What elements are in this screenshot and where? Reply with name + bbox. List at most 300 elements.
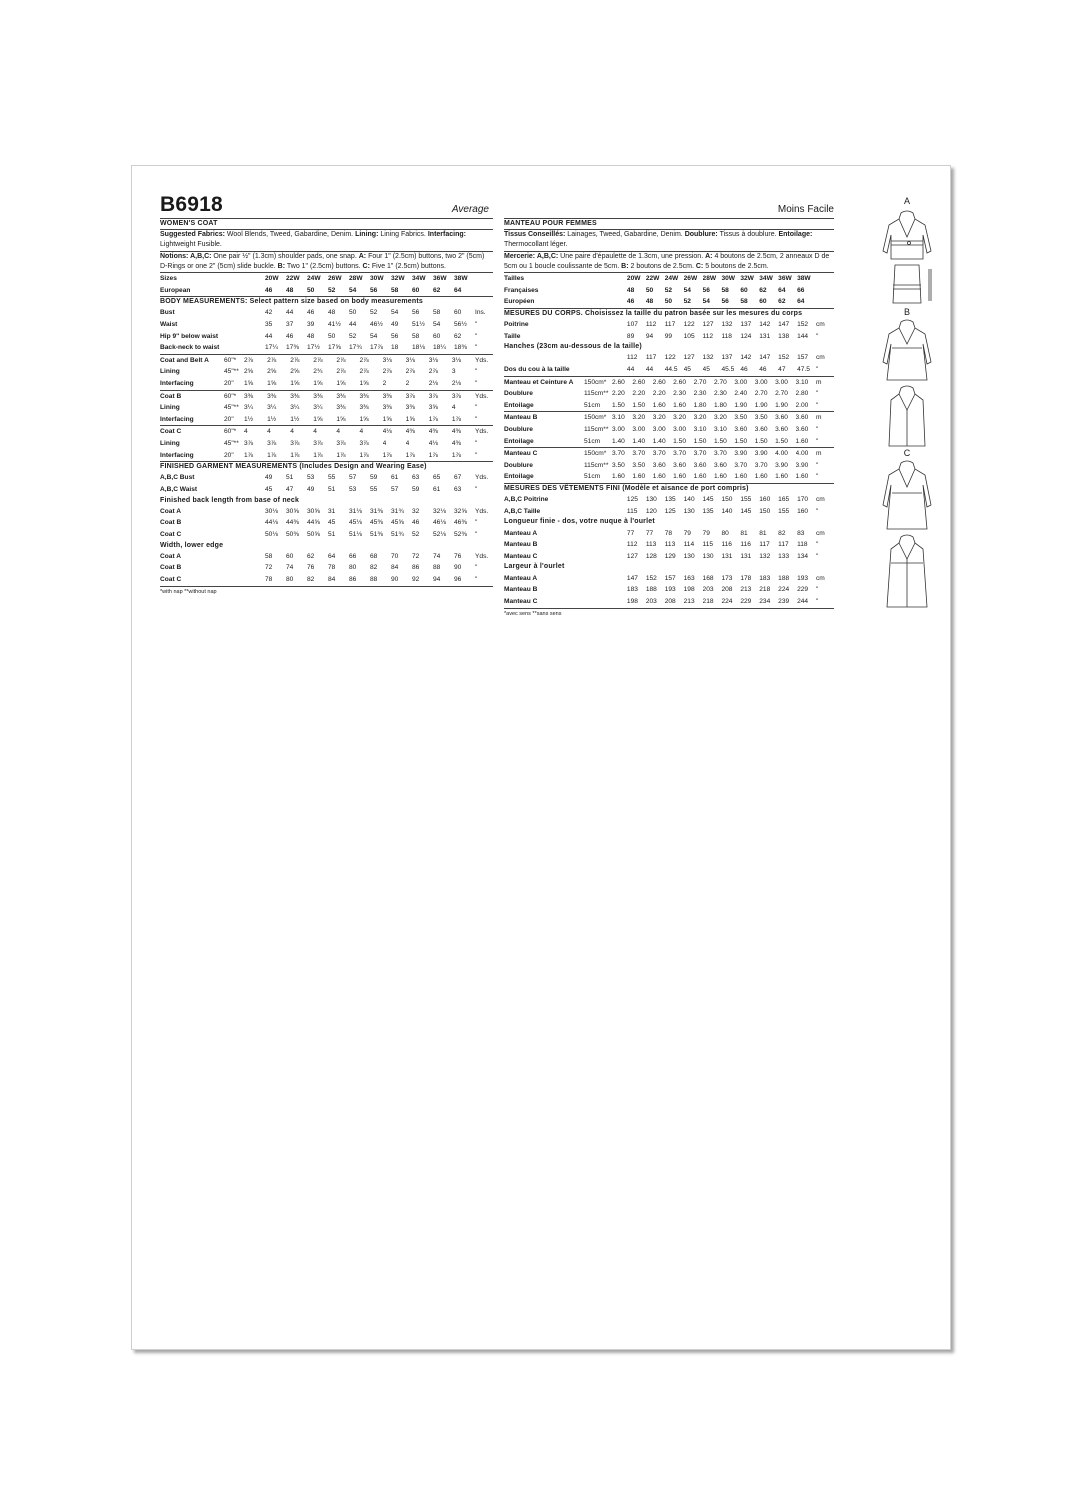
table-cell <box>608 331 627 343</box>
table-cell: 63 <box>412 474 420 482</box>
table-cell: 67 <box>454 474 462 482</box>
english-column <box>160 166 493 598</box>
table-cell: 56 <box>721 298 729 306</box>
table-cell: 58 <box>740 298 748 306</box>
table-cell: 3⅞ <box>336 439 346 447</box>
table-row <box>504 584 834 596</box>
table-cell: Manteau C <box>504 450 538 458</box>
table-cell: 60 <box>433 332 441 340</box>
table-cell: 142 <box>759 321 771 328</box>
table-cell: 213 <box>740 586 752 594</box>
table-row <box>504 506 834 518</box>
table-cell: 3.60 <box>693 461 707 469</box>
table-cell: 31⅛ <box>349 507 362 515</box>
table-cell: 224 <box>721 597 733 605</box>
table-cell: 112 <box>626 541 638 549</box>
yardage-a-table-fr <box>504 377 834 412</box>
table-cell: 58 <box>391 286 399 294</box>
table-cell: 132 <box>702 354 714 362</box>
table-cell: 35 <box>265 321 273 328</box>
finished-measurements-heading: FINISHED GARMENT MEASUREMENTS (Includes Design and Wearing Ease) <box>160 463 427 471</box>
table-cell: 82 <box>307 575 315 583</box>
table-cell: 132 <box>759 552 771 560</box>
table-cell <box>504 352 608 364</box>
title-section <box>160 218 493 229</box>
table-cell <box>608 506 627 518</box>
notions-c-text: Five 1" (2.5cm) buttons. <box>371 262 446 270</box>
table-cell: 138 <box>778 332 790 340</box>
table-cell: Coat C <box>160 530 182 538</box>
table-cell: " <box>816 401 819 409</box>
table-cell: 80 <box>721 529 729 537</box>
table-cell: 170 <box>797 496 809 504</box>
table-cell: 160 <box>759 496 771 504</box>
table-row <box>160 319 493 331</box>
table-cell: 3.50 <box>754 414 768 422</box>
table-cell: 107 <box>626 321 638 328</box>
table-cell <box>608 551 627 563</box>
table-cell: 128 <box>645 552 657 560</box>
table-cell: 208 <box>664 597 676 605</box>
table-cell: 130 <box>702 552 714 560</box>
table-cell: 131 <box>721 552 733 560</box>
table-cell: 3⅛ <box>428 356 438 364</box>
table-cell: 135 <box>702 507 714 515</box>
table-cell: 45⅛ <box>349 519 362 527</box>
table-row <box>504 364 834 376</box>
notions-c-label: C: <box>362 262 370 270</box>
table-cell: 62 <box>433 286 441 294</box>
table-cell: 1.60 <box>632 473 646 481</box>
table-cell: 72 <box>412 552 420 560</box>
finished-measurements-table-fr <box>504 494 834 517</box>
table-cell: 1⅞ <box>428 451 438 459</box>
table-cell: 3⅜ <box>359 404 369 412</box>
table-cell: 1⅞ <box>336 451 346 459</box>
width-heading: Width, lower edge <box>160 541 224 549</box>
table-cell: 99 <box>664 332 673 340</box>
hip-heading-fr: Hanches (23cm au-dessous de la taille) <box>504 343 642 351</box>
notions-label-fr: Mercerie: A,B,C: <box>504 252 559 260</box>
table-cell: Manteau A <box>504 529 538 537</box>
table-cell: " <box>475 332 478 340</box>
table-cell: 150cm* <box>584 378 607 386</box>
table-cell: 47.5 <box>797 365 810 373</box>
table-cell: 3.90 <box>775 461 788 469</box>
table-cell: 2⅞ <box>336 368 346 376</box>
table-cell: 125 <box>664 507 676 515</box>
table-cell <box>816 285 834 297</box>
table-cell: 124 <box>740 332 752 340</box>
table-cell: 4 <box>336 428 341 436</box>
table-cell: 2⅝ <box>290 368 300 376</box>
table-cell: 49 <box>307 485 315 493</box>
table-cell: 78 <box>328 564 336 572</box>
table-cell: 3⅜ <box>359 392 369 400</box>
table-cell: 183 <box>759 574 771 582</box>
table-cell: 3.00 <box>612 425 625 433</box>
table-cell: Entoilage <box>504 401 534 409</box>
table-row <box>504 573 834 585</box>
table-cell: 4⅛ <box>382 428 392 436</box>
table-cell <box>608 494 627 506</box>
table-cell: 3⅜ <box>405 404 415 412</box>
table-cell: 30⅛ <box>265 507 278 515</box>
table-cell: " <box>475 451 478 459</box>
table-cell: 118 <box>721 332 732 340</box>
table-cell: 173 <box>721 574 733 582</box>
table-cell: 38W <box>797 275 811 283</box>
table-cell <box>608 528 627 540</box>
table-cell: 140 <box>721 507 733 515</box>
table-cell: 57 <box>349 474 357 482</box>
table-cell: 3.60 <box>795 425 809 433</box>
fabrics-section-fr <box>504 229 834 250</box>
table-cell: 163 <box>683 574 695 582</box>
table-cell: 24W <box>664 275 679 283</box>
table-cell: 147 <box>759 354 771 362</box>
table-cell: Manteau C <box>504 552 538 560</box>
yardage-c-table <box>160 426 493 461</box>
table-cell: Doublure <box>504 461 533 469</box>
table-row <box>160 450 493 462</box>
table-cell: 2.60 <box>673 378 687 386</box>
table-cell: 36W <box>778 275 792 283</box>
table-row <box>160 438 493 450</box>
notions-section-fr <box>504 251 834 272</box>
table-cell <box>608 296 627 308</box>
table-cell: 90 <box>454 564 462 572</box>
table-cell: 78 <box>265 575 273 583</box>
table-cell <box>244 307 265 319</box>
table-cell: " <box>475 404 478 412</box>
table-cell: 54 <box>433 321 441 328</box>
table-cell: 17½ <box>307 344 320 352</box>
table-cell: 90 <box>391 575 399 583</box>
table-cell: 1⅞ <box>313 451 323 459</box>
table-cell: Waist <box>160 321 178 328</box>
table-cell: 1.50 <box>734 437 748 445</box>
table-cell: 3⅛ <box>405 356 415 364</box>
table-cell: 64 <box>328 552 336 560</box>
table-row <box>160 331 493 343</box>
table-row <box>504 400 834 412</box>
table-cell: 130 <box>683 552 695 560</box>
table-cell: 77 <box>645 529 654 537</box>
skill-level-fr: Moins Facile <box>777 204 834 215</box>
table-cell: 3.20 <box>713 414 727 422</box>
table-cell: Coat C <box>160 575 182 583</box>
table-cell: 1.50 <box>754 437 768 445</box>
body-measurements-section <box>160 296 493 354</box>
table-cell: 114 <box>683 541 695 549</box>
table-cell: 1.80 <box>693 401 707 409</box>
table-cell: 2⅞ <box>244 356 254 364</box>
table-row <box>160 551 493 563</box>
table-cell: 31⅜ <box>370 507 383 515</box>
body-measurements-table <box>160 307 493 353</box>
table-cell: 62 <box>759 286 767 294</box>
table-cell: 135 <box>664 496 676 504</box>
table-cell: 1.60 <box>713 473 727 481</box>
table-cell: 44 <box>286 309 294 317</box>
table-cell <box>244 529 265 541</box>
table-row <box>160 506 493 518</box>
table-row <box>504 436 834 448</box>
table-cell <box>608 573 627 585</box>
table-cell: " <box>475 519 478 527</box>
table-cell: 63 <box>454 485 462 493</box>
table-cell: 28W <box>349 275 363 283</box>
table-cell: 32⅛ <box>433 507 446 515</box>
table-cell: Coat B <box>160 392 182 400</box>
table-cell: 4 <box>405 439 410 447</box>
table-cell: 60 <box>412 286 420 294</box>
table-cell: " <box>475 485 478 493</box>
table-cell: 2 <box>382 379 387 387</box>
sizes-table-fr <box>504 273 834 308</box>
table-cell: Coat A <box>160 507 182 515</box>
table-cell: 79 <box>702 529 710 537</box>
table-cell: 3.10 <box>693 425 707 433</box>
table-cell: Coat B <box>160 519 182 527</box>
coat-b-illustration <box>877 318 937 448</box>
table-cell: 2⅞ <box>405 368 415 376</box>
table-cell: 81 <box>740 529 748 537</box>
table-cell: A,B,C Waist <box>160 485 198 493</box>
view-letter-c: C <box>903 448 911 458</box>
table-row <box>160 307 493 319</box>
table-cell: 2⅛ <box>451 379 462 387</box>
table-cell: 140 <box>683 496 695 504</box>
table-cell: 105 <box>683 332 695 340</box>
table-cell: 3⅜ <box>382 392 392 400</box>
table-cell: 30⅝ <box>307 507 320 515</box>
table-cell: 178 <box>740 574 752 582</box>
table-cell: 45⅜ <box>370 519 383 527</box>
table-cell: 26W <box>328 275 342 283</box>
table-cell: Yds. <box>475 552 489 560</box>
table-cell: 1⅝ <box>336 415 346 423</box>
table-cell: Coat B <box>160 564 182 572</box>
table-row <box>160 414 493 426</box>
table-cell: 60 <box>286 552 294 560</box>
table-cell: 53 <box>307 474 315 482</box>
table-cell: 131 <box>759 332 771 340</box>
table-cell: 82 <box>370 564 378 572</box>
table-cell: 46½ <box>370 321 383 328</box>
table-cell: 3.50 <box>612 461 625 469</box>
table-row <box>160 402 493 414</box>
table-cell: 52 <box>370 309 378 317</box>
table-cell: 51cm <box>584 401 601 409</box>
table-cell: 1.60 <box>795 473 809 481</box>
view-letter-a: A <box>903 196 910 206</box>
table-cell: 58 <box>721 286 729 294</box>
garment-title: WOMEN'S COAT <box>160 220 218 227</box>
table-cell: 122 <box>664 354 676 362</box>
finished-measurements-table <box>160 472 493 495</box>
back-length-table <box>160 506 493 541</box>
table-cell: Doublure <box>504 425 533 433</box>
table-cell: 54 <box>683 286 691 294</box>
table-cell: Lining <box>160 404 180 412</box>
table-cell: 2.80 <box>795 390 809 398</box>
table-cell: 54 <box>391 309 399 317</box>
table-cell: 3⅞ <box>359 439 369 447</box>
table-cell: 51 <box>328 530 336 538</box>
table-cell: 152 <box>797 321 809 328</box>
table-cell: 1.90 <box>734 401 748 409</box>
body-measurements-table-fr <box>504 319 834 342</box>
table-cell: 183 <box>626 586 638 594</box>
table-cell: 50⅛ <box>265 530 278 538</box>
table-cell <box>244 506 265 518</box>
table-cell: 3.00 <box>734 378 748 386</box>
table-cell: 31¾ <box>391 507 404 515</box>
table-cell: Lining <box>160 368 180 376</box>
back-length-heading-fr: Longueur finie - dos, votre nuque à l'ourlet <box>504 518 655 526</box>
notions-a-label-fr: A: <box>705 252 713 260</box>
table-cell <box>244 562 265 574</box>
table-cell: 3¼ <box>290 404 300 412</box>
lining-label-fr: Doublure: <box>684 231 718 239</box>
table-cell: 3.00 <box>673 425 687 433</box>
table-cell: 44 <box>626 365 635 373</box>
table-cell: 76 <box>307 564 315 572</box>
table-cell: Entoilage <box>504 437 534 445</box>
table-cell: 129 <box>664 552 676 560</box>
table-cell: 3¼ <box>313 404 323 412</box>
table-row <box>504 285 834 297</box>
table-cell: 3.70 <box>632 450 646 458</box>
sizes-section <box>160 272 493 296</box>
table-cell: 198 <box>683 586 695 594</box>
table-cell: 4 <box>451 404 456 412</box>
table-cell: 145 <box>702 496 714 504</box>
table-cell: 131 <box>740 552 752 560</box>
table-cell: Yds. <box>475 356 489 364</box>
table-cell <box>608 539 627 551</box>
yardage-a-table <box>160 355 493 390</box>
table-cell: Yds. <box>475 507 489 515</box>
table-cell: 2¾ <box>313 368 323 376</box>
table-cell: Interfacing <box>160 451 194 459</box>
table-cell: 4 <box>382 439 387 447</box>
table-cell <box>244 285 265 297</box>
table-cell: Back-neck to waist <box>160 344 220 352</box>
table-cell <box>816 273 834 285</box>
title-section-fr <box>504 218 834 229</box>
table-cell: cm <box>816 354 825 362</box>
table-cell: 144 <box>797 332 809 340</box>
table-row <box>504 377 834 389</box>
table-cell: 74 <box>286 564 294 572</box>
table-cell: 3 <box>451 368 456 376</box>
yardage-b-section-fr <box>504 411 834 447</box>
table-cell: 150cm* <box>584 450 607 458</box>
table-cell: 3⅞ <box>405 392 415 400</box>
table-cell: 18⅛ <box>412 344 425 352</box>
french-column <box>504 166 834 619</box>
table-cell: 50⅝ <box>307 530 320 538</box>
table-cell: 86 <box>349 575 357 583</box>
table-cell: 118 <box>797 541 808 549</box>
table-cell: 78 <box>664 529 673 537</box>
table-cell: 3.60 <box>795 414 809 422</box>
table-cell: 160 <box>797 507 809 515</box>
table-cell: 48 <box>286 286 294 294</box>
table-cell <box>608 584 627 596</box>
table-cell: 64 <box>454 286 462 294</box>
table-cell: 4⅜ <box>451 428 462 436</box>
table-cell: A,B,C Bust <box>160 474 195 482</box>
table-cell: 36W <box>433 275 447 283</box>
table-cell: 4.00 <box>775 450 788 458</box>
table-cell: 157 <box>664 574 676 582</box>
table-cell: 81 <box>759 529 767 537</box>
table-cell: " <box>816 541 819 549</box>
table-cell: 45 <box>683 365 691 373</box>
table-cell: " <box>816 390 819 398</box>
finished-measurements-heading-fr: MESURES DES VÊTEMENTS FINI (Modèle et aisance de port compris) <box>504 484 749 492</box>
table-cell: 2.20 <box>612 390 625 398</box>
table-row <box>504 412 834 424</box>
table-row <box>160 562 493 574</box>
table-cell: 60 <box>454 309 462 317</box>
view-letter-b: B <box>903 307 910 317</box>
table-cell: 145 <box>740 507 752 515</box>
table-cell: 60 <box>759 298 767 306</box>
table-cell: " <box>816 365 819 373</box>
table-cell: 18 <box>391 344 399 352</box>
table-cell: 46 <box>307 309 315 317</box>
table-row <box>504 273 834 285</box>
interfacing-text-fr: Thermocollant léger. <box>504 241 568 249</box>
table-cell: 39 <box>307 321 315 328</box>
table-cell <box>475 285 493 297</box>
table-cell: 1.50 <box>632 401 646 409</box>
table-cell: 45"** <box>224 404 239 412</box>
table-cell: 62 <box>778 298 786 306</box>
table-cell <box>244 472 265 484</box>
table-cell: 88 <box>433 564 441 572</box>
table-cell: 1⅝ <box>336 379 346 387</box>
table-row <box>160 285 493 297</box>
table-cell: Manteau B <box>504 414 538 422</box>
table-cell: 3.70 <box>754 461 768 469</box>
table-cell <box>244 551 265 563</box>
table-cell: 130 <box>645 496 657 504</box>
table-cell: 46⅜ <box>454 519 467 527</box>
table-cell: 1.60 <box>673 473 687 481</box>
table-cell: Poitrine <box>504 321 529 328</box>
table-cell: 117 <box>759 541 770 549</box>
table-cell: 203 <box>702 586 714 594</box>
table-cell: 1⅞ <box>405 451 415 459</box>
table-cell: 68 <box>370 552 378 560</box>
table-cell: 4 <box>313 428 317 436</box>
french-header <box>504 166 834 218</box>
table-row <box>504 319 834 331</box>
table-cell: 113 <box>645 541 657 549</box>
table-cell: 229 <box>740 597 752 605</box>
table-cell: " <box>475 321 478 328</box>
table-cell: 2⅞ <box>382 368 392 376</box>
table-cell: Interfacing <box>160 379 194 387</box>
table-cell: 137 <box>740 321 752 328</box>
table-cell: 130 <box>683 507 695 515</box>
